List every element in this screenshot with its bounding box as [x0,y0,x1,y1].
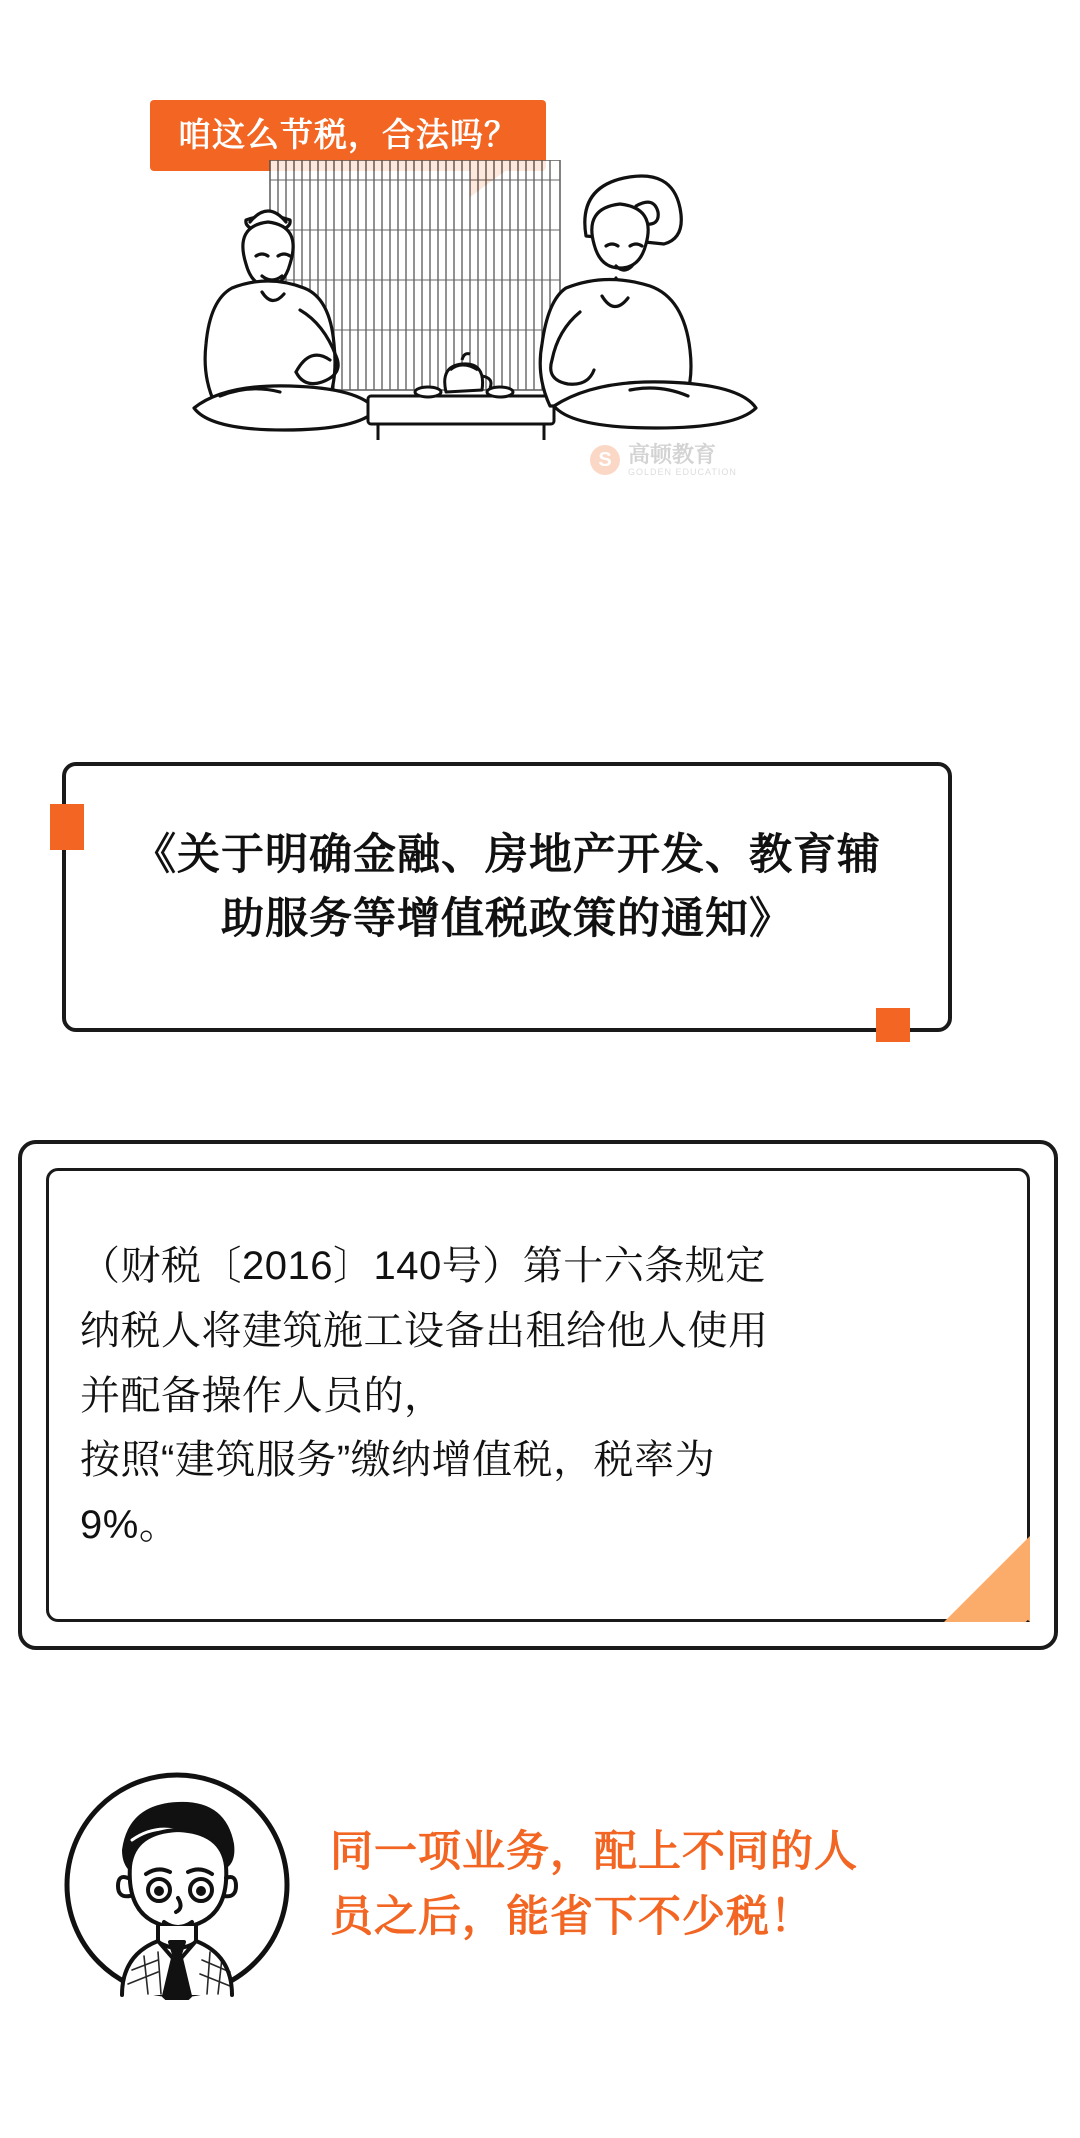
watermark-subtitle: GOLDEN EDUCATION [628,466,737,477]
rule-line-3: 并配备操作人员的， [80,1373,445,1418]
footer-section [0,1760,1080,2080]
watermark-brand: 高顿教育 [628,442,717,468]
rule-line-2: 纳税人将建筑施工设备出租给他人使用 [80,1308,769,1353]
footer-caption-line-1: 同一项业务，配上不同的人 [330,1828,858,1876]
policy-rule-text [80,1234,996,1558]
rule-line-4: 按照“建筑服务”缴纳增值税，税率为 [80,1438,716,1483]
rule-line-5: 9%。 [80,1503,180,1548]
illustration-two-men-tea [150,160,950,500]
speech-bubble-text: 咱这么节税，合法吗？ [178,116,518,153]
folded-corner-decoration [944,1536,1030,1622]
policy-title-text [66,824,948,951]
footer-caption [330,1820,1030,1949]
footer-caption-line-2: 员之后，能省下不少税！ [330,1892,814,1941]
policy-rule-card [18,1140,1058,1650]
policy-title-line-2: 助服务等增值税政策的通知》 [221,894,793,943]
right-man-figure [540,176,756,428]
policy-title-card [62,762,952,1032]
folded-corner-fill [944,1536,1030,1622]
policy-title-line-1: 《关于明确金融、房地产开发、教育辅 [133,831,881,879]
decor-square-bottom-right [876,1008,910,1042]
cartoon-man-avatar [62,1770,292,2000]
illustration-svg [150,160,950,500]
rule-line-1: （财税〔2016〕140号）第十六条规定 [80,1244,766,1288]
watermark-mark-icon: S [590,445,620,475]
avatar-svg [62,1770,292,2000]
